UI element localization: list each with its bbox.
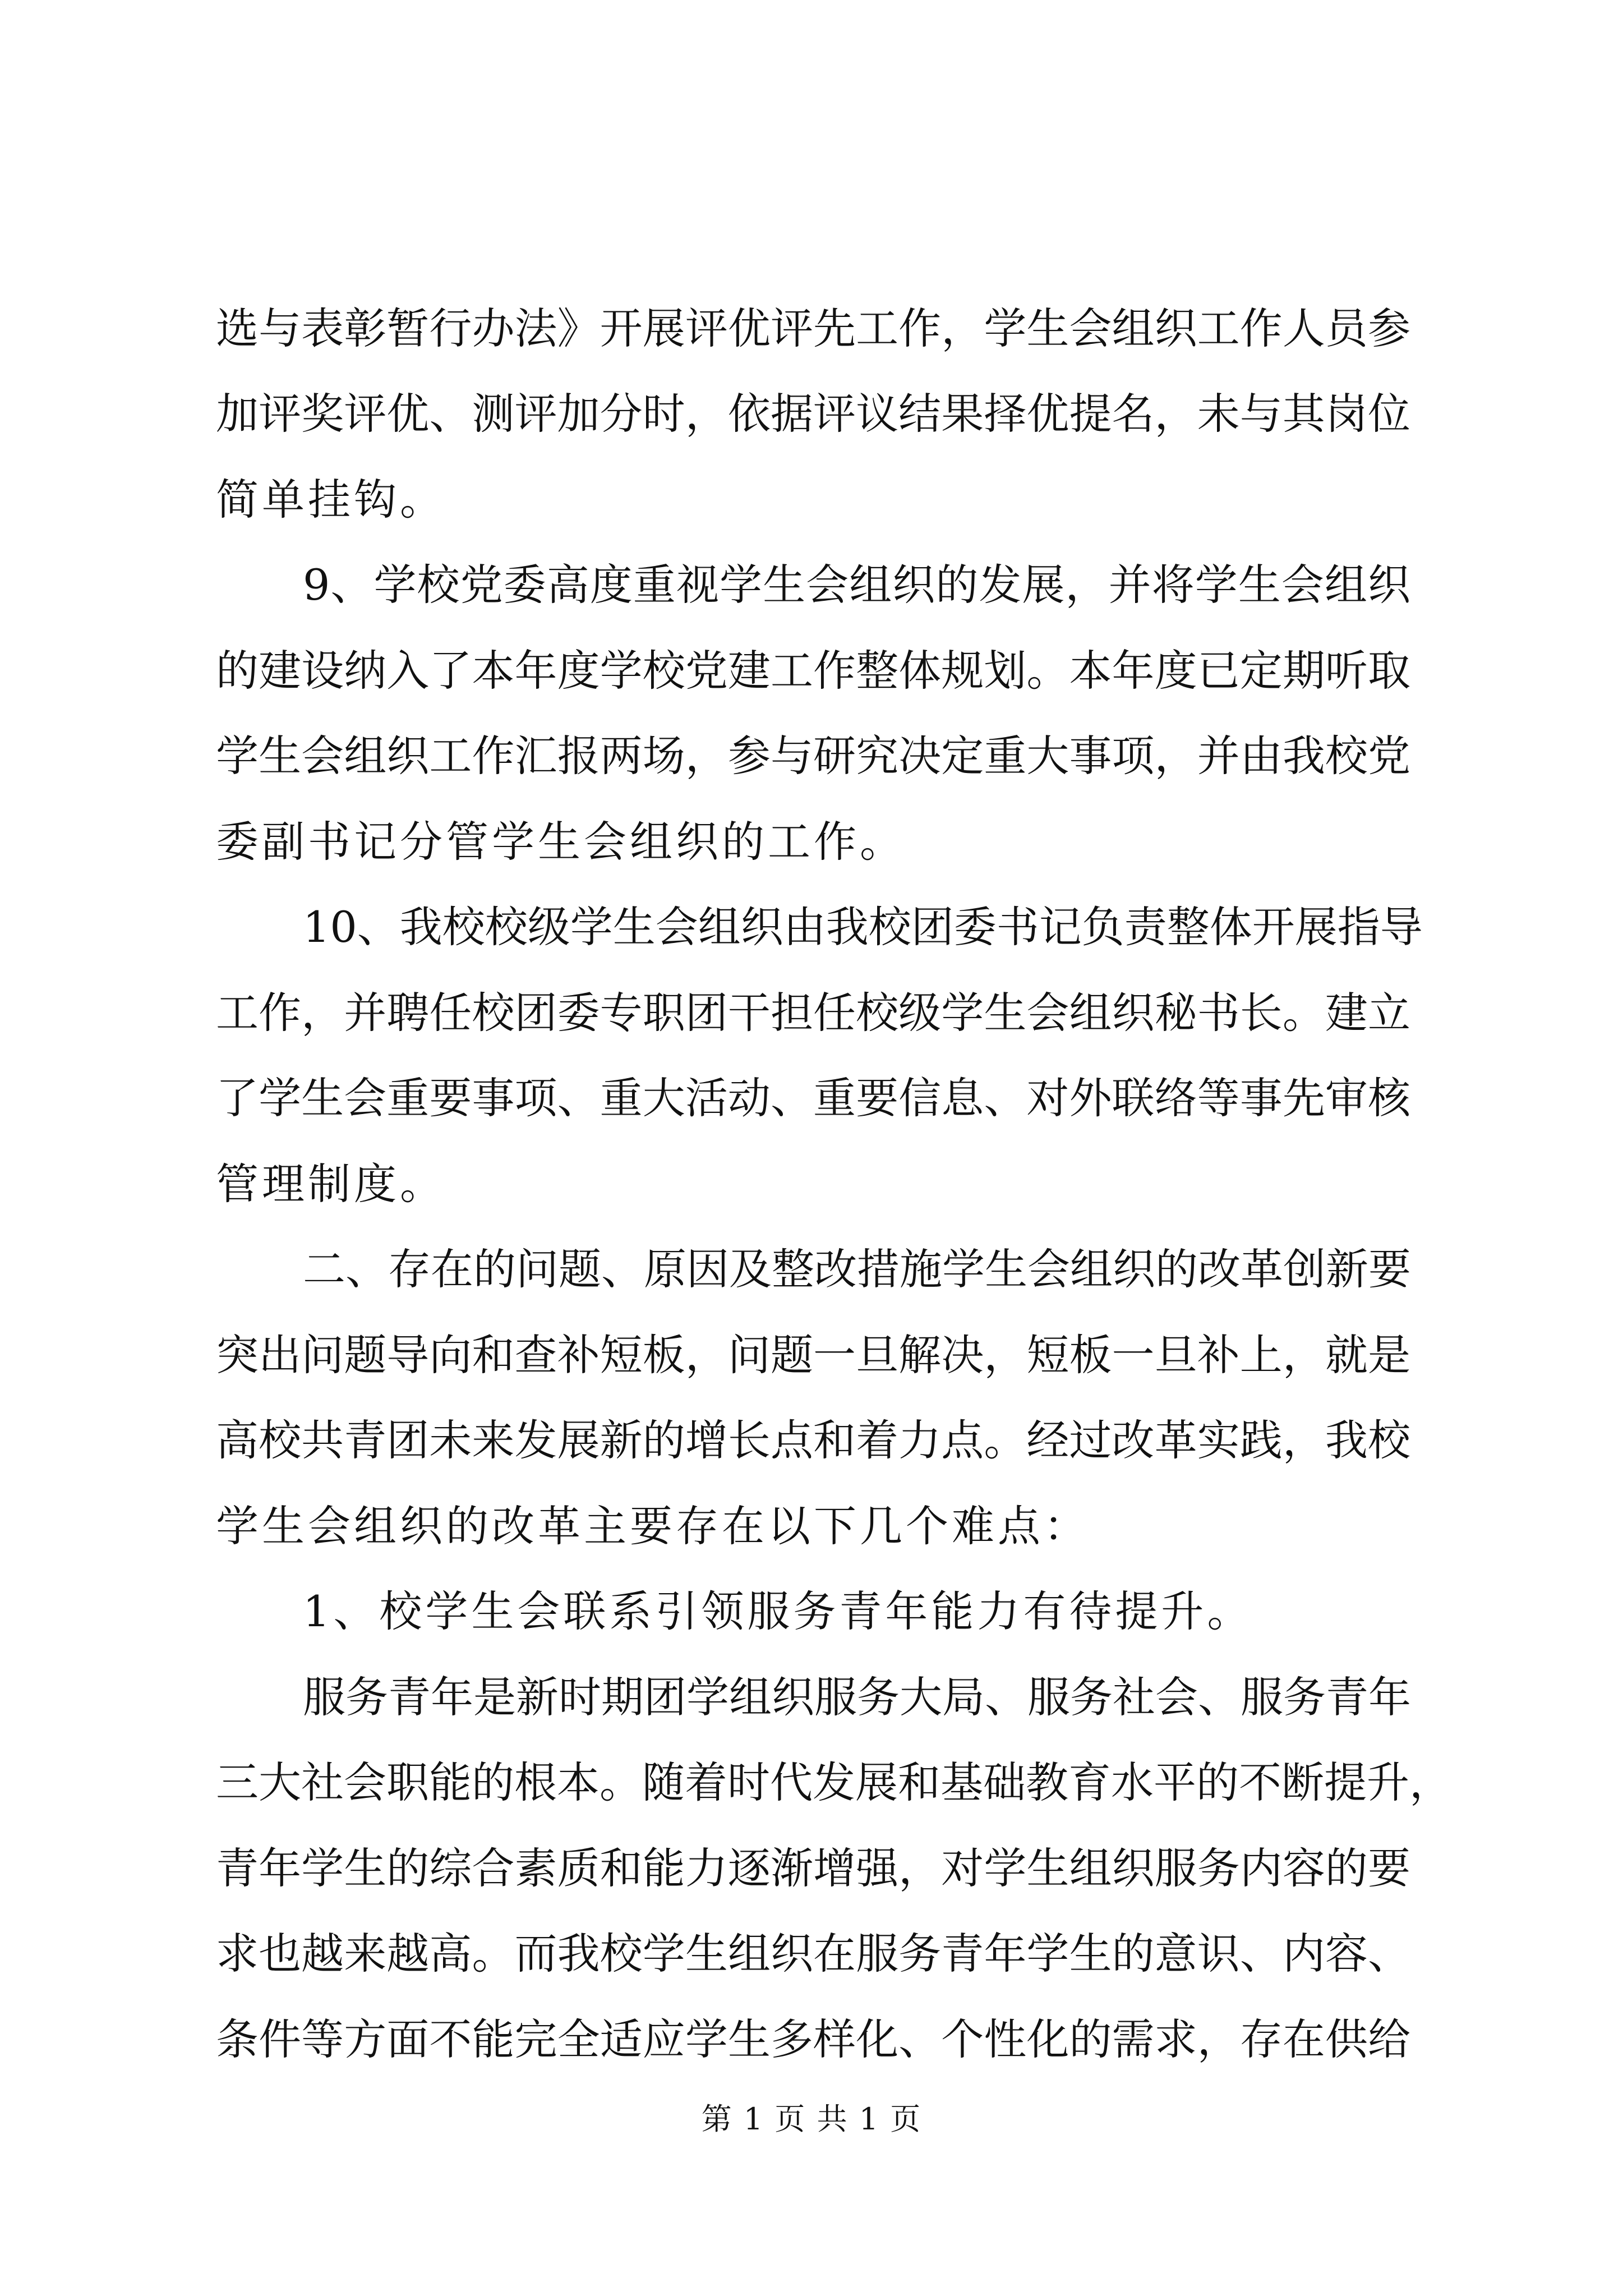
text-line: 简单挂钩。 — [216, 475, 446, 524]
text-line: 条件等方面不能完全适应学生多样化、个性化的需求，存在供给 — [216, 2014, 1410, 2064]
text-line: 委副书记分管学生会组织的工作。 — [216, 817, 906, 867]
text-line: 10、我校校级学生会组织由我校团委书记负责整体开展指导 — [303, 902, 1423, 952]
text-line: 9、学校党委高度重视学生会组织的发展，并将学生会组织 — [303, 560, 1410, 610]
text-line: 管理制度。 — [216, 1159, 446, 1209]
text-line: 服务青年是新时期团学组织服务大局、服务社会、服务青年 — [303, 1672, 1411, 1722]
text-line: 学生会组织的改革主要存在以下几个难点： — [216, 1501, 1090, 1551]
text-line: 的建设纳入了本年度学校党建工作整体规划。本年度已定期听取 — [216, 646, 1410, 696]
text-line: 突出问题导向和查补短板，问题一旦解决，短板一旦补上，就是 — [216, 1330, 1410, 1380]
page-footer: 第 1 页 共 1 页 — [701, 2101, 922, 2137]
text-line: 青年学生的综合素质和能力逐渐增强，对学生组织服务内容的要 — [216, 1843, 1410, 1893]
text-line: 三大社会职能的根本。随着时代发展和基础教育水平的不断提升， — [216, 1757, 1452, 1807]
text-line: 加评奖评优、测评加分时，依据评议结果择优提名，未与其岗位 — [216, 389, 1410, 439]
text-line: 求也越来越高。而我校学生组织在服务青年学生的意识、内容、 — [216, 1929, 1410, 1978]
text-line: 工作，并聘任校团委专职团干担任校级学生会组织秘书长。建立 — [216, 988, 1410, 1038]
text-line: 了学生会重要事项、重大活动、重要信息、对外联络等事先审核 — [216, 1073, 1410, 1123]
text-line: 1、校学生会联系引领服务青年能力有待提升。 — [303, 1586, 1253, 1636]
text-line: 二、存在的问题、原因及整改措施学生会组织的改革创新要 — [303, 1244, 1411, 1294]
text-line: 高校共青团未来发展新的增长点和着力点。经过改革实践，我校 — [216, 1415, 1410, 1465]
text-line: 学生会组织工作汇报两场，参与研究决定重大事项，并由我校党 — [216, 731, 1410, 781]
text-line: 选与表彰暂行办法》开展评优评先工作，学生会组织工作人员参 — [216, 303, 1410, 353]
